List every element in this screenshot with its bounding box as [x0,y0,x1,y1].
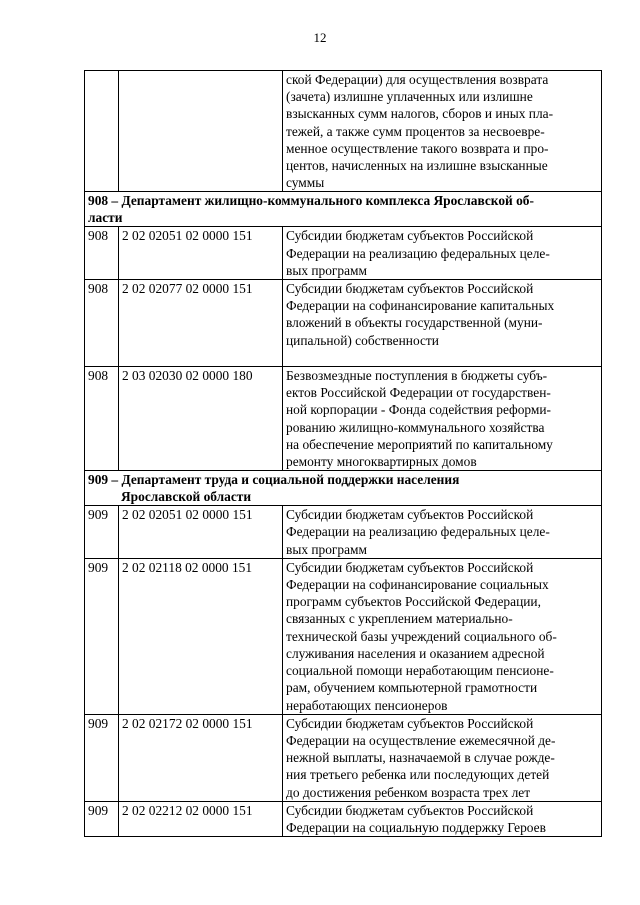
table-row [85,714,602,801]
description-line: Федерации на социальную поддержку Героев [286,819,546,835]
description-line: неработающих пенсионеров [286,697,448,713]
description-line: программ субъектов Российской Федерации, [286,594,541,610]
description-line: ципальной) собственности [286,332,439,348]
description-line: вых программ [286,541,367,557]
description-line: Субсидии бюджетам субъектов Российской [286,715,534,731]
revenue-code-cell [119,71,283,192]
admin-code-cell: 909 [85,558,119,714]
admin-code-cell: 908 [85,227,119,280]
admin-code-cell: 909 [85,714,119,801]
description-line: ния третьего ребенка или последующих детей [286,767,550,783]
description-cell [283,558,602,714]
description-line: на обеспечение мероприятий по капитальному [286,436,553,452]
table-row [85,506,602,559]
description-line: Федерации на софинансирование социальных [286,577,549,593]
description-line: Безвозмездные поступления в бюджеты субъ- [286,368,548,384]
description-line: нежной выплаты, назначаемой в случае рожде- [286,750,555,766]
description-line: рам, обучением компьютерной грамотности [286,680,538,696]
description-cell [283,506,602,559]
description-line: Федерации на софинансирование капитальных [286,298,555,314]
revenue-code-cell: 2 02 02118 02 0000 151 [119,558,283,714]
description-line [286,349,599,366]
description-line: суммы [286,175,325,191]
description-cell [283,367,602,471]
description-cell [283,801,602,836]
description-line: Федерации на реализацию федеральных целе- [286,245,550,261]
admin-code-cell: 909 [85,801,119,836]
table-row [85,367,602,471]
table-row [85,227,602,280]
revenue-code-cell: 2 02 02212 02 0000 151 [119,801,283,836]
section-title: 908 – Департамент жилищно-коммунального комплекса Ярославской об- [88,193,534,209]
section-heading [85,192,602,227]
description-line: Субсидии бюджетам субъектов Российской [286,802,534,818]
description-line: вложений в объекты государственной (муни- [286,315,543,331]
description-line: взысканных сумм налогов, сборов и иных пла- [286,106,554,122]
description-cell [283,714,602,801]
table-row [85,71,602,192]
description-line: Субсидии бюджетам субъектов Российской [286,228,534,244]
description-line: ектов Российской Федерации от государствен- [286,385,551,401]
revenue-code-cell: 2 02 02077 02 0000 151 [119,280,283,367]
admin-code-cell: 909 [85,506,119,559]
section-heading [85,471,602,506]
admin-code-cell [85,71,119,192]
table-row [85,801,602,836]
description-line: (зачета) излишне уплаченных или излишне [286,89,533,105]
description-line: социальной помощи неработающим пенсионе- [286,663,554,679]
description-line: Субсидии бюджетам субъектов Российской [286,559,534,575]
description-line: рованию жилищно-коммунального хозяйства [286,419,545,435]
description-line: служивания населения и оказанием адресной [286,645,545,661]
revenue-code-cell: 2 02 02051 02 0000 151 [119,506,283,559]
table-row [85,280,602,367]
description-line: центов, начисленных на излишне взысканные [286,158,548,174]
revenue-codes-table [84,70,602,837]
description-line: до достижения ребенком возраста трех лет [286,784,531,800]
description-line: Федерации на осуществление ежемесячной де- [286,732,556,748]
description-line: вых программ [286,262,367,278]
description-cell [283,280,602,367]
description-line: менное осуществление такого возврата и про- [286,140,549,156]
description-line: ремонту многоквартирных домов [286,454,477,470]
admin-code-cell: 908 [85,280,119,367]
description-line: ной корпорации - Фонда содействия реформи- [286,402,552,418]
description-line: технической базы учреждений социального об- [286,628,557,644]
section-row [85,471,602,506]
page-number: 12 [313,30,327,45]
revenue-code-cell: 2 03 02030 02 0000 180 [119,367,283,471]
description-line: Федерации на реализацию федеральных целе- [286,524,550,540]
revenue-code-cell: 2 02 02051 02 0000 151 [119,227,283,280]
description-line: ской Федерации) для осуществления возврата [286,72,549,87]
description-line: Субсидии бюджетам субъектов Российской [286,281,534,297]
table-row [85,558,602,714]
description-line: связанных с укреплением материально- [286,611,513,627]
section-title-continued: Ярославской области [121,489,252,505]
section-title: 909 – Департамент труда и социальной поддержки населения [88,472,460,488]
section-title-continued: ласти [88,210,123,226]
description-line: тежей, а также сумм процентов за несвоевре- [286,123,545,139]
admin-code-cell: 908 [85,367,119,471]
description-line: Субсидии бюджетам субъектов Российской [286,507,534,523]
description-cell [283,71,602,192]
table-body [85,71,602,837]
revenue-code-cell: 2 02 02172 02 0000 151 [119,714,283,801]
description-cell [283,227,602,280]
section-row [85,192,602,227]
